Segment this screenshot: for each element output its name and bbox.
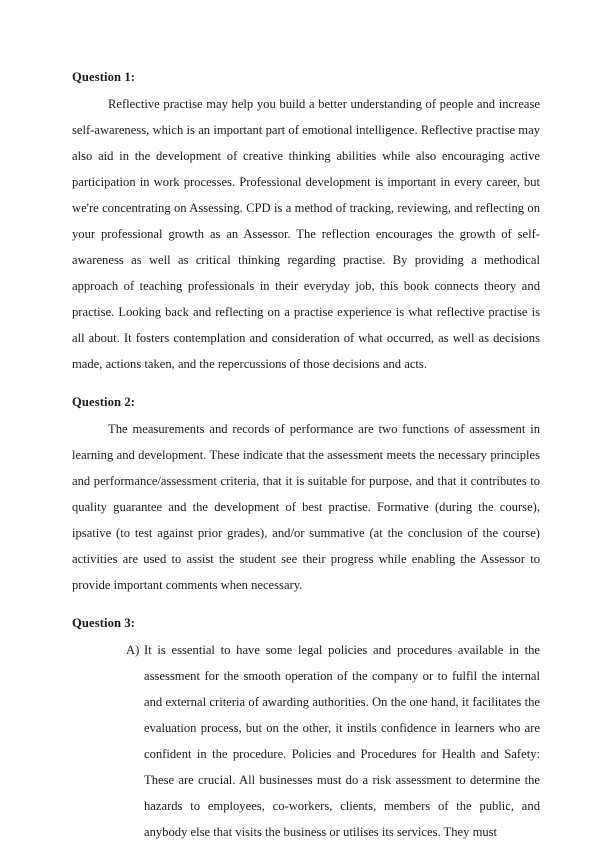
list-item (126, 637, 540, 845)
question-2-answer-paragraph: The measurements and records of performance are two functions of assessment in learning and development. These indicate that the assessment meets the necessary principles and performance/assessment criteria, that it is suitable for purpose, and that it contributes to quality guarantee and the development of best practise. Formative (during the course), ipsative (to test against prior grades), and/or summative (at the conclusion of the course) activities are used to assist the student see their progress while enabling the Assessor to provide important comments when necessary. (72, 422, 540, 592)
document-body (72, 64, 540, 845)
question-3-answer-list (72, 637, 540, 845)
question-1-heading: Question 1: (72, 70, 136, 84)
question-2-heading: Question 2: (72, 395, 136, 409)
list-item-marker: A) (126, 643, 140, 657)
question-1-answer-paragraph: Reflective practise may help you build a better understanding of people and increase self-awareness, which is an important part of emotional intelligence. Reflective practise may also aid in the development of creative thinking abilities while also encouraging active participation in work processes. Professional development is important in every career, but we're concentrating on Assessing. CPD is a method of tracking, reviewing, and reflecting on your professional growth as an Assessor. The reflection encourages the growth of self-awareness as well as critical thinking regarding practise. By providing a methodical approach of teaching professionals in their everyday job, this book connects theory and practise. Looking back and reflecting on a practise experience is what reflective practise is all about. It fosters contemplation and consideration of what occurred, as well as decisions made, actions taken, and the repercussions of those decisions and acts. (72, 97, 540, 371)
question-3-heading: Question 3: (72, 616, 136, 630)
list-item-text: It is essential to have some legal policies and procedures available in the assessment for the smooth operation of the company or to fulfil the internal and external criteria of awarding authorities. On the one hand, it facilitates the evaluation process, but on the other, it instils confidence in learners who are confident in the procedure. Policies and Procedures for Health and Safety: These are crucial. All businesses must do a risk assessment to determine the hazards to employees, co-workers, clients, members of the public, and anybody else that visits the business or utilises its services. They must (144, 643, 540, 839)
